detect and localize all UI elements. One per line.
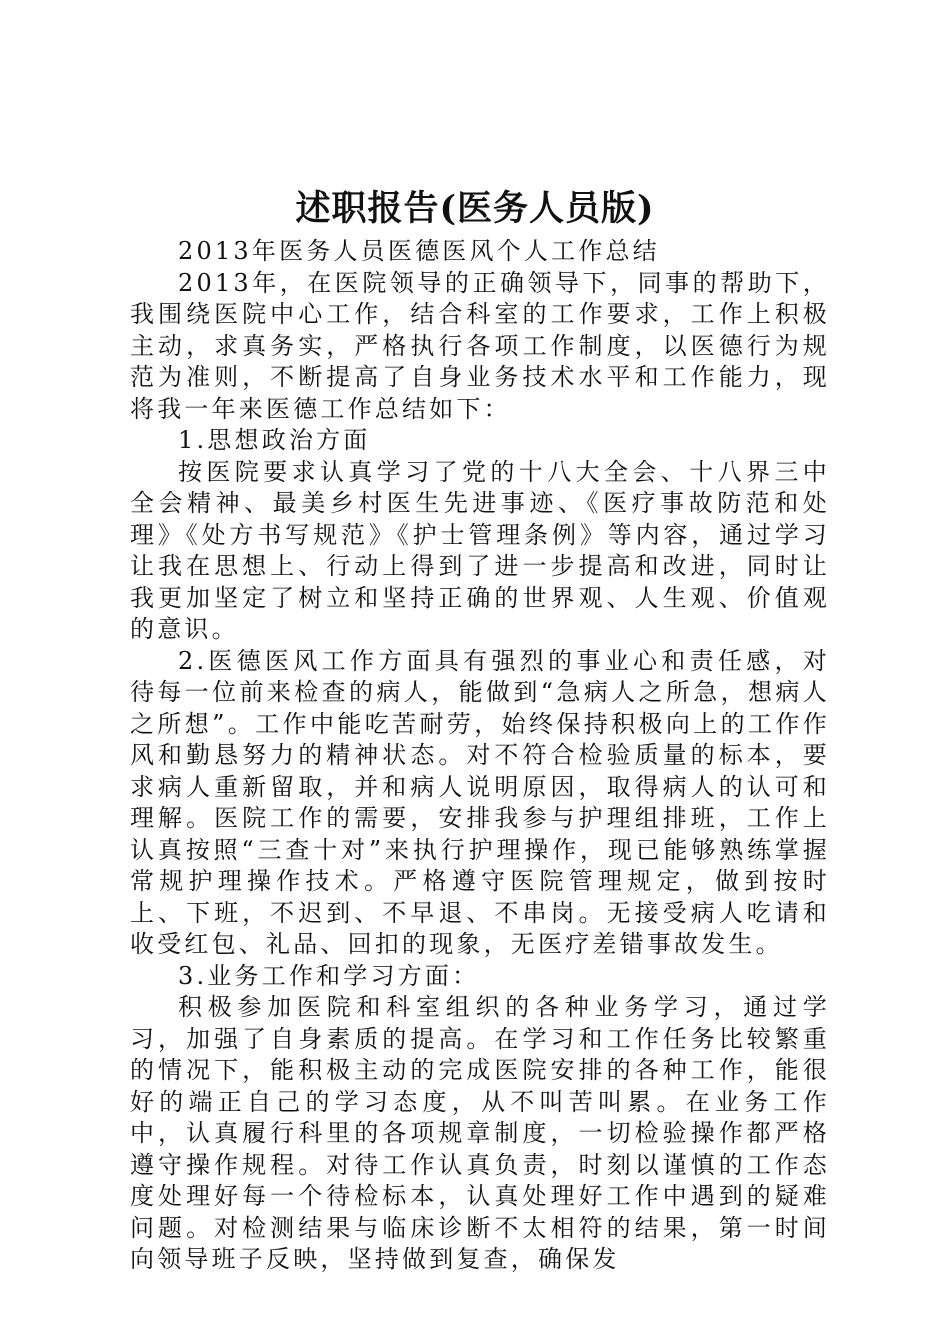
- paragraph-subtitle: 2013年医务人员医德医风个人工作总结: [178, 237, 660, 265]
- paragraph-intro: 2013年，在医院领导的正确领导下，同事的帮助下，我围绕医院中心工作，结合科室的工作要求，工作上积极主动，求真务实，严格执行各项工作制度，以医德行为规范为准则，不断提高了自身业务技术水平和工作能力，现将我一年来医德工作总结如下：: [130, 268, 830, 423]
- document-title: 述职报告(医务人员版): [295, 188, 655, 229]
- section-heading-work-study: 3.业务工作和学习方面：: [178, 961, 480, 990]
- paragraph-work-study: 积极参加医院和科室组织的各种业务学习，通过学习，加强了自身素质的提高。在学习和工作任务比较繁重的情况下，能积极主动的完成医院安排的各种工作，能很好的端正自己的学习态度，从不叫苦叫累。在业务工作中，认真履行科里的各项规章制度，一切检验操作都严格遵守操作规程。对待工作认真负责，时刻以谨慎的工作态度处理好每一个待检标本，认真处理好工作中遇到的疑难问题。对检测结果与临床诊断不太相符的结果，第一时间向领导班子反映，坚持做到复查，确保发: [130, 993, 830, 1273]
- paragraph-ethics: 2.医德医风工作方面具有强烈的事业心和责任感，对待每一位前来检查的病人，能做到“急病人之所急，想病人之所想”。工作中能吃苦耐劳，始终保持积极向上的工作作风和勤恳努力的精神状态。对不符合检验质量的标本，要求病人重新留取，并和病人说明原因，取得病人的认可和理解。医院工作的需要，安排我参与护理组排班，工作上认真按照“三查十对”来执行护理操作，现已能够熟练掌握常规护理操作技术。严格遵守医院管理规定，做到按时上、下班，不迟到、不早退、不串岗。无接受病人吃请和收受红包、礼品、回扣的现象，无医疗差错事故发生。: [130, 646, 830, 958]
- paragraph-political: 按医院要求认真学习了党的十八大全会、十八界三中全会精神、最美乡村医生先进事迹、《医疗事故防范和处理》《处方书写规范》《护士管理条例》等内容，通过学习让我在思想上、行动上得到了进一步提高和改进，同时让我更加坚定了树立和坚持正确的世界观、人生观、价值观的意识。: [130, 457, 830, 643]
- document-body: [130, 236, 830, 1276]
- section-heading-political: 1.思想政治方面: [178, 426, 371, 454]
